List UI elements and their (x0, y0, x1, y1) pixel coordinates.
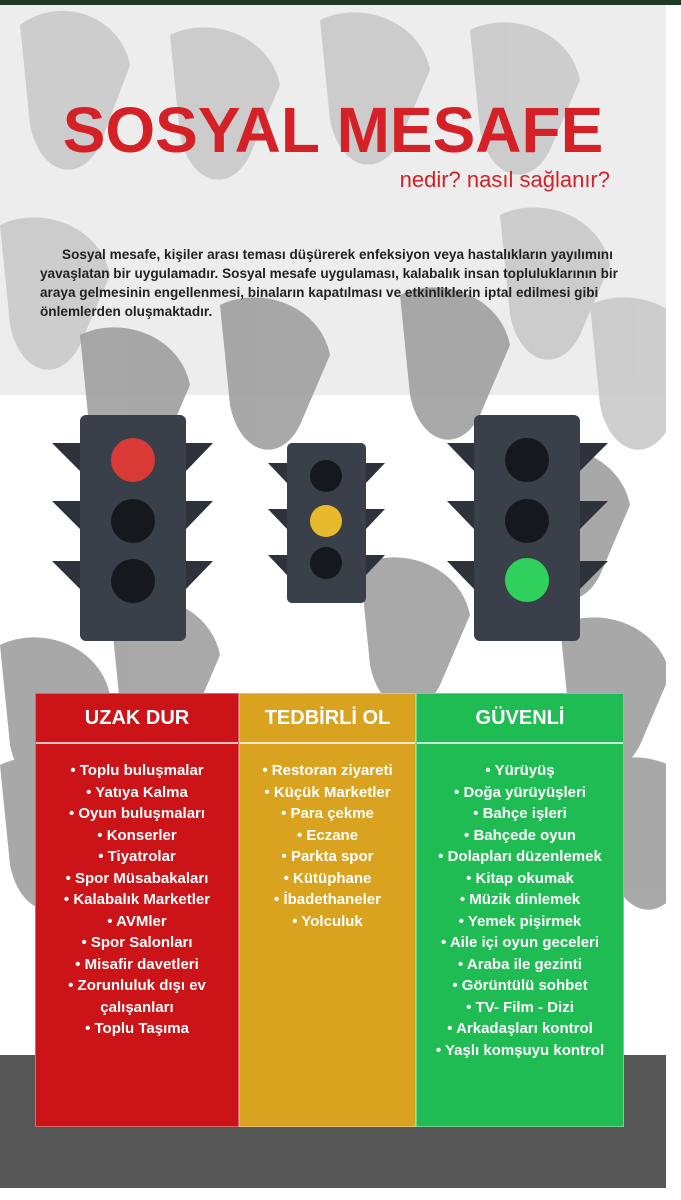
panel-list-red (36, 744, 238, 1040)
list-item: • Müzik dinlemek (417, 889, 623, 911)
list-item: • Oyun buluşmaları (36, 803, 238, 825)
list-item: • Konserler (36, 825, 238, 847)
panel-list-yellow (240, 744, 415, 932)
list-item: • Bahçe işleri (417, 803, 623, 825)
list-item: • Restoran ziyareti (240, 760, 415, 782)
infographic (0, 5, 666, 1188)
list-item: • AVMler (36, 911, 238, 933)
list-item: • Spor Müsabakaları (36, 868, 238, 890)
list-item: • Eczane (240, 825, 415, 847)
page-subtitle: nedir? nasıl sağlanır? (399, 167, 610, 192)
list-item: • Zorunluluk dışı ev (36, 975, 238, 997)
list-item: • Dolapları düzenlemek (417, 846, 623, 868)
traffic-light-yellow-icon (268, 443, 385, 603)
panel-list-green (417, 744, 623, 1061)
list-item: • Kalabalık Marketler (36, 889, 238, 911)
list-item: • Arkadaşları kontrol (417, 1018, 623, 1040)
list-item: • Para çekme (240, 803, 415, 825)
list-item: • Küçük Marketler (240, 782, 415, 804)
intro-paragraph: Sosyal mesafe, kişiler arası teması düşürerek enfeksiyon veya hastalıkların yayılımını yavaşlatan bir uygulamadır. Sosyal mesafe uygulaması, kalabalık insan topluluklarının bir araya gelmesinin engellenmesi, binaların kapatılması ve etkinliklerin iptal edilmesi gibi önlemlerden oluşmaktadır. (40, 247, 618, 319)
list-item: • Tiyatrolar (36, 846, 238, 868)
panel-guvenli (416, 693, 624, 1127)
list-item: • Yatıya Kalma (36, 782, 238, 804)
right-margin (666, 5, 681, 1200)
list-item: • Parkta spor (240, 846, 415, 868)
page-title: SOSYAL MESAFE (62, 94, 604, 166)
list-item: • Yaşlı komşuyu kontrol (417, 1040, 623, 1062)
list-item: • Aile içi oyun geceleri (417, 932, 623, 954)
list-item: • Kütüphane (240, 868, 415, 890)
list-item: • Araba ile gezinti (417, 954, 623, 976)
list-item: • Spor Salonları (36, 932, 238, 954)
list-item: • Görüntülü sohbet (417, 975, 623, 997)
list-item: • Yolculuk (240, 911, 415, 933)
list-item: • Toplu Taşıma (36, 1018, 238, 1040)
panel-title-red: UZAK DUR (36, 694, 238, 744)
panel-tedbirli-ol (239, 693, 416, 1127)
panel-uzak-dur (35, 693, 239, 1127)
list-item: • Doğa yürüyüşleri (417, 782, 623, 804)
list-item: • Toplu buluşmalar (36, 760, 238, 782)
category-panels (35, 693, 624, 1127)
panel-title-green: GÜVENLİ (417, 694, 623, 744)
list-item-continuation: çalışanları (100, 998, 174, 1016)
list-item: • Kitap okumak (417, 868, 623, 890)
traffic-light-green-icon (447, 415, 608, 641)
list-item: • TV- Film - Dizi (417, 997, 623, 1019)
list-item: • Misafir davetleri (36, 954, 238, 976)
traffic-light-red-icon (52, 415, 213, 641)
traffic-lights-illustration (0, 405, 666, 655)
panel-title-yellow: TEDBİRLİ OL (240, 694, 415, 744)
list-item: • İbadethaneler (240, 889, 415, 911)
list-item: • Bahçede oyun (417, 825, 623, 847)
bottom-margin (0, 1188, 681, 1200)
list-item: • Yürüyüş (417, 760, 623, 782)
list-item: • Yemek pişirmek (417, 911, 623, 933)
